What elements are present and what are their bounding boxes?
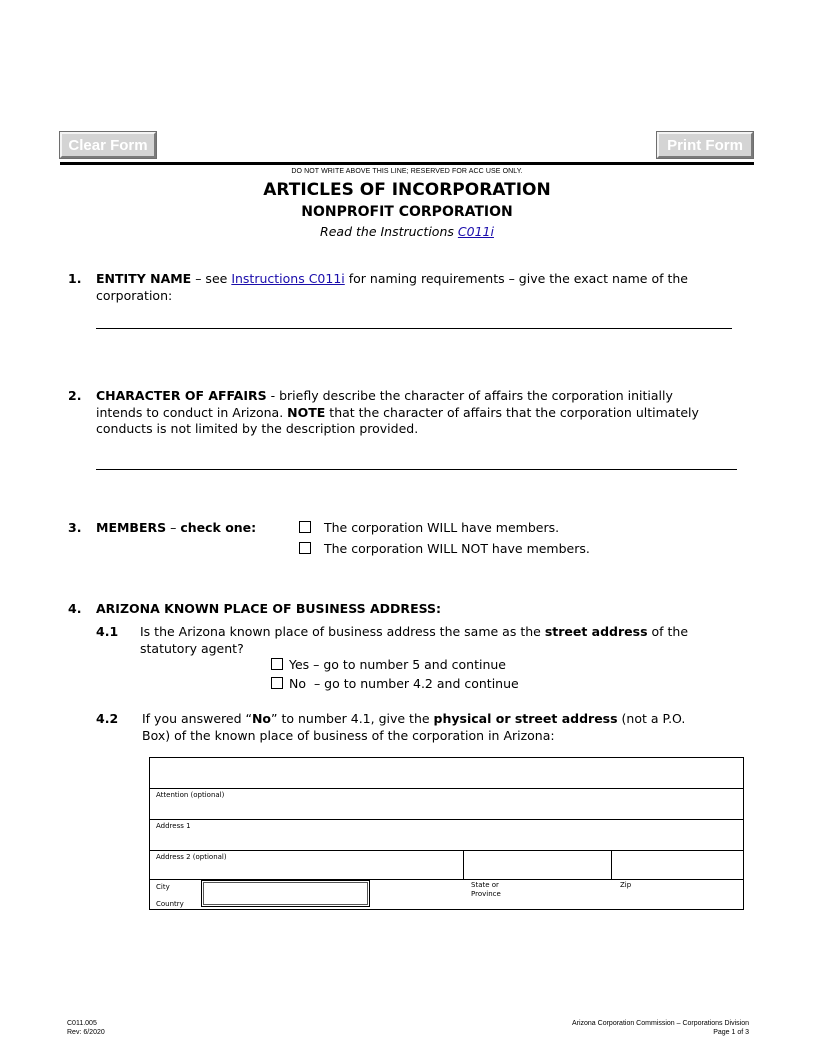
section-2-heading: CHARACTER OF AFFAIRS bbox=[96, 388, 267, 403]
reserved-notice: DO NOT WRITE ABOVE THIS LINE; RESERVED FOR ACC USE ONLY. bbox=[291, 168, 523, 175]
members-will-label: The corporation WILL have members. bbox=[324, 520, 560, 535]
address2-row bbox=[150, 851, 743, 880]
q42-no: No bbox=[251, 711, 272, 726]
section-2-text-c: that the character of affairs that the corporation ultimately bbox=[325, 404, 699, 420]
state-label-line2: Province bbox=[471, 890, 501, 898]
city-label: City bbox=[156, 883, 170, 891]
attention-field[interactable] bbox=[150, 789, 743, 820]
agency-name: Arizona Corporation Commission – Corporations Division bbox=[571, 1020, 749, 1027]
section-2-text-a: - briefly describe the character of affairs the corporation initially bbox=[266, 388, 673, 403]
address2-label: Address 2 (optional) bbox=[156, 853, 227, 861]
read-instructions bbox=[60, 224, 754, 239]
known-place-heading: ARIZONA KNOWN PLACE OF BUSINESS ADDRESS: bbox=[96, 601, 442, 616]
q42-text-b: ” to number 4.1, give the bbox=[271, 711, 434, 726]
members-will-not-checkbox[interactable] bbox=[299, 542, 311, 554]
q41-yes-label: Yes – go to number 5 and continue bbox=[289, 657, 506, 672]
instructions-link-entity-name[interactable]: Instructions C011i bbox=[231, 271, 345, 286]
instructions-link-header[interactable]: C011i bbox=[457, 224, 494, 239]
print-form-button[interactable]: Print Form bbox=[657, 132, 753, 158]
q41-no-checkbox[interactable] bbox=[271, 677, 283, 689]
address2-divider-2 bbox=[611, 851, 612, 880]
section-2-text-b: intends to conduct in Arizona. bbox=[96, 404, 288, 420]
section-2-text bbox=[96, 388, 756, 438]
section-3-heading bbox=[96, 520, 256, 537]
page-title: ARTICLES OF INCORPORATION bbox=[263, 180, 551, 200]
question-4-1-text bbox=[140, 624, 750, 657]
country-label: Country bbox=[156, 900, 184, 908]
members-check-one: check one: bbox=[180, 520, 257, 535]
q41-no-label: No – go to number 4.2 and continue bbox=[289, 676, 519, 691]
page-subtitle: NONPROFIT CORPORATION bbox=[301, 204, 513, 220]
zip-label: Zip bbox=[620, 881, 632, 889]
page-number: Page 1 of 3 bbox=[713, 1029, 749, 1036]
section-1-text-c: corporation: bbox=[96, 287, 173, 303]
attention-label: Attention (optional) bbox=[156, 791, 225, 799]
section-1-text-b: for naming requirements – give the exact name of the bbox=[344, 271, 688, 286]
section-4-number: 4. bbox=[68, 601, 82, 616]
question-4-2-text bbox=[142, 711, 752, 744]
city-input[interactable] bbox=[201, 880, 370, 907]
members-heading: MEMBERS bbox=[96, 520, 167, 535]
section-1-number: 1. bbox=[68, 271, 82, 286]
address1-label: Address 1 bbox=[156, 822, 191, 830]
section-3-number: 3. bbox=[68, 520, 82, 535]
section-1-text bbox=[96, 271, 756, 304]
entity-name-field[interactable] bbox=[96, 328, 732, 329]
footer-left bbox=[67, 1019, 105, 1037]
q41-text-b: of the bbox=[647, 624, 689, 639]
form-id: C011.005 bbox=[67, 1020, 97, 1027]
state-label bbox=[471, 881, 501, 899]
section-2-text-d: conducts is not limited by the description provided. bbox=[96, 421, 419, 436]
q42-text-a: If you answered “ bbox=[142, 711, 252, 726]
section-2-number: 2. bbox=[68, 388, 82, 403]
form-revision: Rev: 6/2020 bbox=[67, 1029, 105, 1036]
state-label-line1: State or bbox=[471, 881, 499, 889]
character-of-affairs-field[interactable] bbox=[96, 469, 737, 470]
address1-field[interactable] bbox=[150, 820, 743, 851]
section-4-heading bbox=[96, 601, 441, 618]
question-4-1-number: 4.1 bbox=[96, 624, 119, 639]
name-field[interactable] bbox=[150, 758, 743, 789]
section-1-heading: ENTITY NAME bbox=[96, 271, 192, 286]
q41-yes-checkbox[interactable] bbox=[271, 658, 283, 670]
q42-text-c: (not a P.O. bbox=[617, 711, 686, 726]
members-will-not-label: The corporation WILL NOT have members. bbox=[324, 541, 590, 556]
section-2-note: NOTE bbox=[287, 404, 326, 420]
question-4-2-number: 4.2 bbox=[96, 711, 119, 726]
address-form bbox=[149, 757, 744, 910]
address2-divider-1 bbox=[463, 851, 464, 880]
q42-physical-address: physical or street address bbox=[433, 711, 618, 726]
section-1-text-a: – see bbox=[191, 271, 232, 286]
read-instructions-label: Read the Instructions bbox=[320, 224, 454, 239]
q41-text-c: statutory agent? bbox=[140, 640, 244, 656]
members-dash: – bbox=[166, 520, 181, 535]
clear-form-button[interactable]: Clear Form bbox=[60, 132, 156, 158]
footer-right bbox=[572, 1019, 749, 1037]
reserved-divider bbox=[60, 162, 754, 165]
q41-text-a: Is the Arizona known place of business address the same as the bbox=[140, 624, 545, 639]
members-will-checkbox[interactable] bbox=[299, 521, 311, 533]
q41-street-address: street address bbox=[544, 624, 648, 639]
q42-text-d: Box) of the known place of business of the corporation in Arizona: bbox=[142, 727, 555, 743]
